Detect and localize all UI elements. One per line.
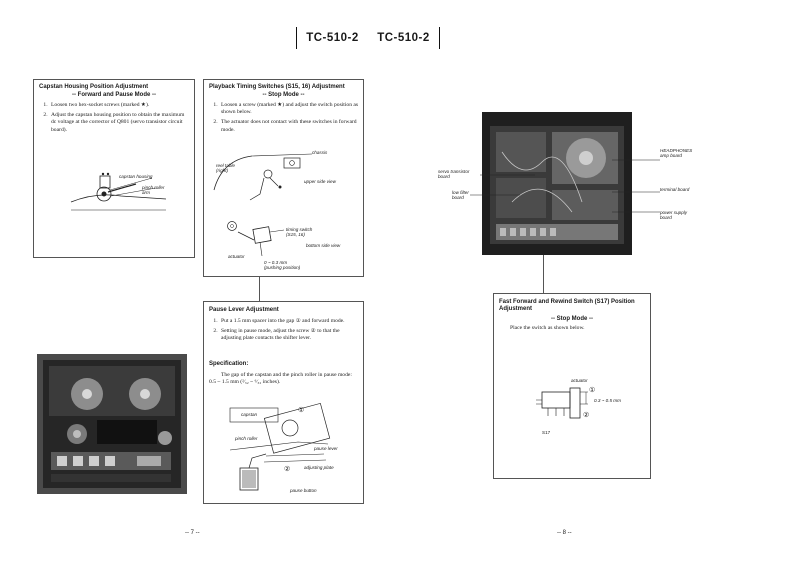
timing-step-1: 1. Loosen a screw (marked ★) and adjust the switch position as shown below. xyxy=(219,102,359,116)
capstan-step-1: 1. Loosen two hex-socket screws (marked ★). xyxy=(49,102,189,109)
s17-gap-label: 0.3 ~ 0.5 mm xyxy=(594,398,621,403)
capstan-housing-panel xyxy=(33,79,195,258)
pause-step-2: 2. Setting in pause mode, adjust the screw ② to that the adjusting plate contacts the shifter lever. xyxy=(219,328,359,342)
capstan-housing-label: capstan housing xyxy=(119,174,153,179)
model-header xyxy=(296,27,440,49)
pause-lever-label: pause lever xyxy=(314,446,338,451)
capstan-step-2: 2. Adjust the capstan housing position to obtain the maximum dc voltage at the corrector of Q801 (servo transistor circuit board). xyxy=(49,112,189,134)
timing-step-2: 2. The actuator does not contact with these switches in forward mode. xyxy=(219,119,359,133)
model-title-right: TC-510-2 xyxy=(377,32,430,44)
pause-lever-panel xyxy=(203,301,364,504)
screw-marker-2: ② xyxy=(284,466,291,473)
reel-table-label-1: reel table xyxy=(216,163,235,168)
power-supply-label-2: board xyxy=(660,215,672,220)
bottom-view-leader-lines xyxy=(440,140,680,230)
power-supply-label-1: power supply xyxy=(660,210,688,215)
specification-text: The gap of the capstan and the pinch roller in pause mode: 0.5 ~ 1.5 mm (²⁄₃₂ ~ ⁶⁄₃₂ inches). xyxy=(209,372,352,386)
timing-bottom-diagram xyxy=(224,218,294,258)
pinch-roller-arm-label-2: arm xyxy=(142,190,150,195)
fast-forward-text: Place the switch as shown below. xyxy=(510,325,585,331)
tape-deck-top-photo xyxy=(37,354,187,494)
actuator-label: actuator xyxy=(228,254,245,259)
capstan-housing-steps xyxy=(39,102,189,137)
s17-actuator-label: actuator xyxy=(571,378,588,383)
model-title-left: TC-510-2 xyxy=(306,32,359,44)
s17-marker-2: ② xyxy=(583,412,590,419)
fast-forward-panel xyxy=(493,293,651,479)
headphones-label-2: amp board xyxy=(660,153,682,158)
servo-board-label-2: board xyxy=(438,174,450,179)
s17-marker-1: ① xyxy=(589,387,596,394)
pause-step-1: 1. Put a 1.5 mm spacer into the gap ① and forward mode. xyxy=(219,318,359,325)
servo-board-label-1: servo transistor xyxy=(438,169,470,174)
playback-timing-title: Playback Timing Switches (S15, 16) Adjustment xyxy=(209,84,345,90)
connector-line-bottom-view xyxy=(543,255,544,293)
pinch-roller-arm-label-1: pinch roller xyxy=(142,185,165,190)
adjusting-plate-label: adjusting plate xyxy=(304,465,334,470)
pause-lever-steps xyxy=(209,318,359,346)
capstan-label: capstan xyxy=(241,412,258,417)
bottom-side-view-label: bottom side view xyxy=(306,243,341,248)
playback-timing-subtitle: -- Stop Mode -- xyxy=(262,92,305,98)
page-number-left: -- 7 -- xyxy=(185,530,200,536)
upper-side-view-label: upper side view xyxy=(304,179,336,184)
gap-label-2: (pushing position) xyxy=(264,265,301,270)
pinch-roller-label: pinch roller xyxy=(235,436,258,441)
capstan-housing-subtitle: -- Forward and Pause Mode -- xyxy=(71,92,156,98)
reel-table-label-2: (right) xyxy=(216,168,228,173)
low-filter-label-2: board xyxy=(452,195,464,200)
playback-timing-steps xyxy=(209,102,359,137)
page-number-right: -- 8 -- xyxy=(557,530,572,536)
timing-switch-label-2: (S15, 16) xyxy=(286,232,305,237)
pause-lever-title: Pause Lever Adjustment xyxy=(209,307,279,313)
specification-heading: Specification: xyxy=(209,361,249,367)
s17-switch-diagram xyxy=(528,382,608,432)
timing-upper-diagram xyxy=(212,150,352,202)
capstan-housing-title: Capstan Housing Position Adjustment xyxy=(39,84,149,90)
playback-timing-panel xyxy=(203,79,364,277)
chassis-label: chassis xyxy=(312,150,328,155)
low-filter-label-1: low filter xyxy=(452,190,469,195)
headphones-label-1: HEADPHONES xyxy=(660,148,693,153)
s17-switch-label: S17 xyxy=(542,430,551,435)
timing-switch-label-1: timing switch xyxy=(286,227,313,232)
gap-marker-1: ① xyxy=(298,407,305,414)
fast-forward-title: Fast Forward and Rewind Switch (S17) Position Adjustment xyxy=(499,299,635,312)
pause-button-label: pause button xyxy=(290,488,317,493)
gap-label-1: 0 ~ 0.3 mm xyxy=(264,260,288,265)
fast-forward-subtitle: -- Stop Mode -- xyxy=(551,316,593,322)
terminal-board-label: terminal board xyxy=(660,187,690,192)
